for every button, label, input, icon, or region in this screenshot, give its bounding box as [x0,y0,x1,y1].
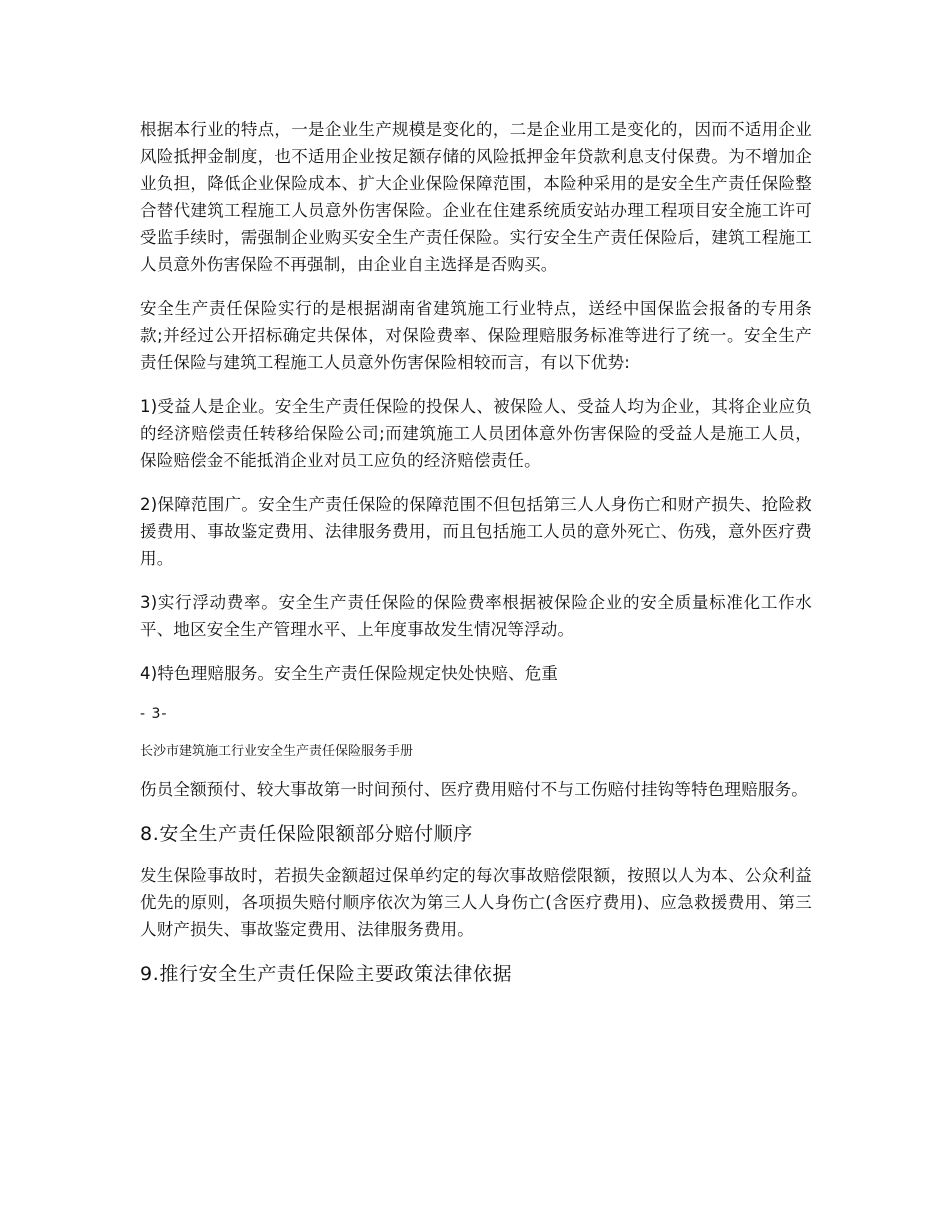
paragraph-continuation: 伤员全额预付、较大事故第一时间预付、医疗费用赔付不与工伤赔付挂钩等特色理赔服务。 [140,780,808,799]
document-page [140,116,812,1002]
paragraph-industry-characteristics: 根据本行业的特点，一是企业生产规模是变化的，二是企业用工是变化的，因而不适用企业风险抵押金制度，也不适用企业按足额存储的风险抵押金年贷款利息支付保费。为不增加企业负担，降低企业保险成本、扩大企业保险保障范围，本险种采用的是安全生产责任保险整合替代建筑工程施工人员意外伤害保险。企业在住建系统质安站办理工程项目安全施工许可受监手续时，需强制企业购买安全生产责任保险。实行安全生产责任保险后，建筑工程施工人员意外伤害保险不再强制，由企业自主选择是否购买。 [140,120,812,274]
paragraph-section-8: 发生保险事故时，若损失金额超过保单约定的每次事故赔偿限额，按照以人为本、公众利益优先的原则，各项损失赔付顺序依次为第三人人身伤亡(含医疗费用)、应急救援费用、第三人财产损失、事故鉴定费用、法律服务费用。 [140,866,812,939]
section-heading-8: 8.安全生产责任保险限额部分赔付顺序 [140,823,473,845]
running-header: 长沙市建筑施工行业安全生产责任保险服务手册 [140,744,414,759]
paragraph-special-clauses: 安全生产责任保险实行的是根据湖南省建筑施工行业特点，送经中国保监会报备的专用条款;并经过公开招标确定共保体，对保险费率、保险理赔服务标准等进行了统一。安全生产责任保险与建筑工程施工人员意外伤害保险相较而言，有以下优势: [140,299,812,372]
paragraph-advantage-2: 2)保障范围广。安全生产责任保险的保障范围不但包括第三人人身伤亡和财产损失、抢险救援费用、事故鉴定费用、法律服务费用，而且包括施工人员的意外死亡、伤残，意外医疗费用。 [140,495,812,568]
paragraph-advantage-1: 1)受益人是企业。安全生产责任保险的投保人、被保险人、受益人均为企业，其将企业应负的经济赔偿责任转移给保险公司;而建筑施工人员团体意外伤害保险的受益人是施工人员，保险赔偿金不能抵消企业对员工应负的经济赔偿责任。 [140,397,812,470]
paragraph-advantage-4: 4)特色理赔服务。安全生产责任保险规定快处快赔、危重 [140,664,559,683]
paragraph-advantage-3: 3)实行浮动费率。安全生产责任保险的保险费率根据被保险企业的安全质量标准化工作水平、地区安全生产管理水平、上年度事故发生情况等浮动。 [140,593,812,639]
section-heading-9: 9.推行安全生产责任保险主要政策法律依据 [140,963,513,985]
page-number: - 3- [140,706,168,722]
